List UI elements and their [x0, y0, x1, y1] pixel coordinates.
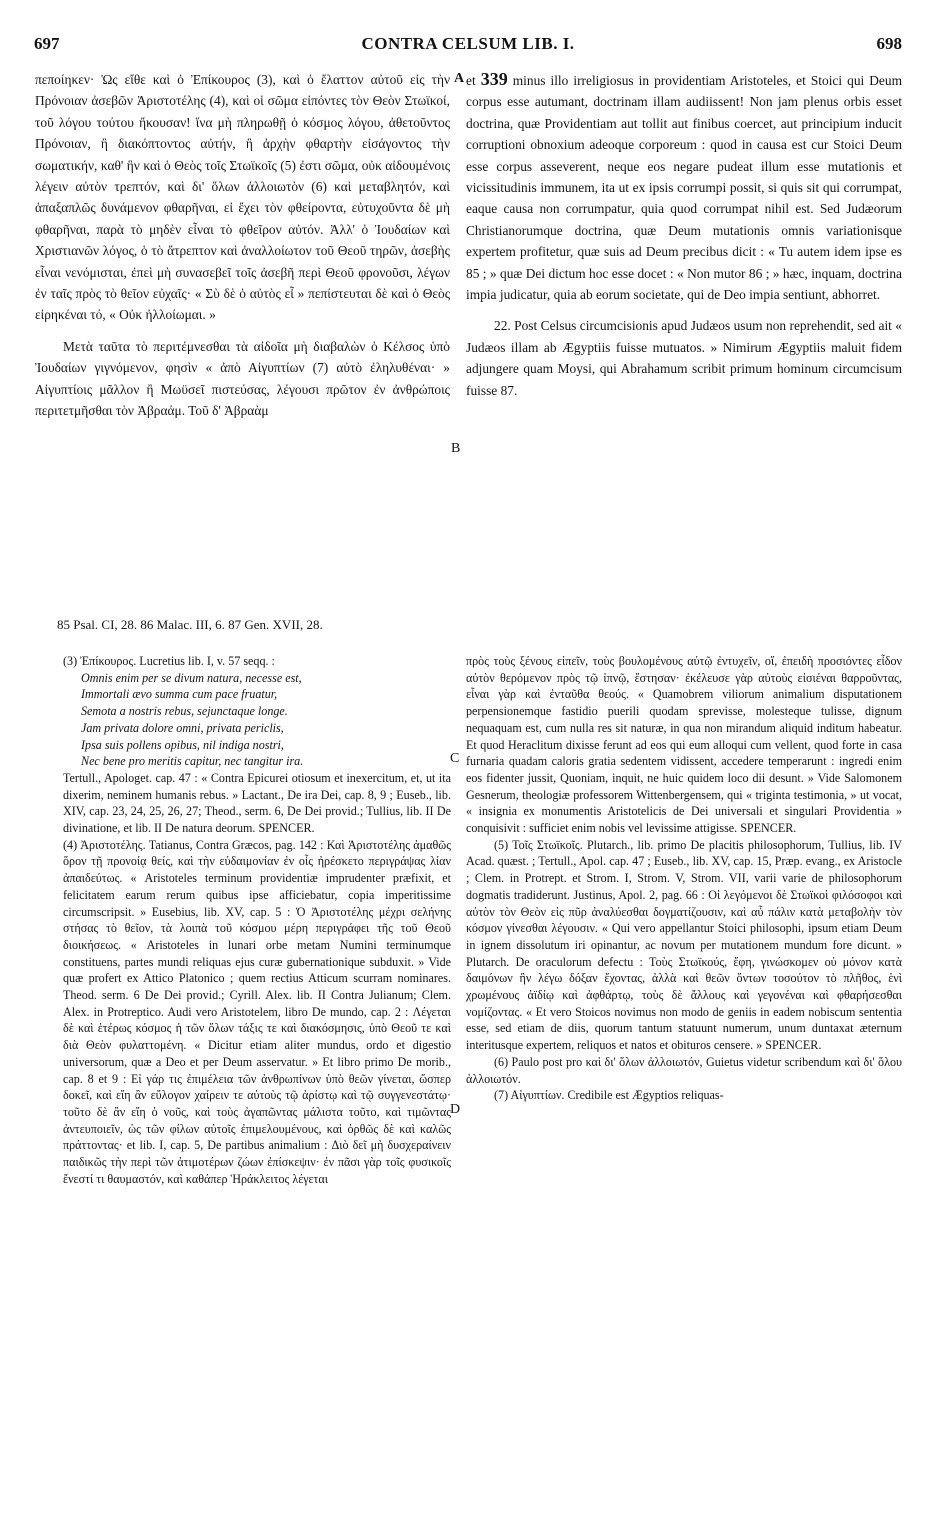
margin-letter-d: D [450, 1102, 461, 1117]
notes-column-right [466, 653, 902, 1104]
greek-text-column [35, 69, 450, 422]
latin-paragraph-text: minus illo irreligiosus in providentiam Aristoteles, et Stoici qui Deum corpus esse autumant, doctrinam illam audiissent! Non jam plenus orbis esset doctrina, quæ Providentiam aut tollit aut finibus coercet, aut principium inducit corruptioni obnoxium adeoque corporeum : quod in causa est cur Stoici Deum esse corpus asseverent, neque eos negare pudeat illum esse mutationis et vicissitudinis immunem, ita ut ex ipsis corrumpi possit, si quis sit qui corrumpat, eaque causa non corrumpatur, quia quod corrumpat nihil est. Sed Judæorum Christianorumque doctrina, quæ Deum mutationis omnis variationisque expertem profitetur, quæ suis ad Deum precibus dicit : « Tu autem idem ipse es 85 ; » quæ Dei dictum hoc esse docet : « Non mutor 86 ; » hæc, inquam, doctrina impia judicatur, quia ab eorum societate, qui de Deo impia sentiunt, abhorret. [466, 73, 902, 303]
greek-paragraph: πεποίηκεν· Ὡς εἴθε καὶ ὁ Ἐπίκουρος (3), καὶ ὁ ἔλαττον αὐτοῦ εἰς τὴν Πρόνοιαν ἀσεβῶν Ἀριστοτέλης (4), καὶ οἱ σῶμα εἰπόντες τὸν Θεὸν Στωϊκοί, τοῦ λόγου τούτου ἤκουσαν! ἵνα μὴ πληρωθῇ ὁ κόσμος λόγου, ἀθετοῦντος Πρόνοιαν, ἢ διακόπτοντος αὐτήν, ἢ ἀρχὴν φθαρτὴν εἰσάγοντος τὴν σωματικήν, καθ' ἣν καὶ ὁ Θεὸς τοῖς Στωϊκοῖς (5) ἐστι σῶμα, οὐκ αἰδουμένοις λέγειν αὐτὸν τρεπτόν, καὶ δι' ὅλων ἀλλοιωτὸν (6) καὶ μεταβλητόν, καὶ ἁπαξαπλῶς δυνάμενον φθαρῆναι, εἰ ἔχει τὸν φθείροντα, εὐτυχοῦντα δὲ μὴ φθαρῆναι, παρὰ τὸ μηδὲν εἶναι τὸ φθεῖρον αὐτόν. Ἀλλ' ὁ Ἰουδαίων καὶ Χριστιανῶν λόγος, ὁ τὸ ἄτρεπτον καὶ ἀναλλοίωτον τοῦ Θεοῦ τηρῶν, ἀσεβὴς εἶναι νενόμισται, ἐπεὶ μὴ συνασεβεῖ τοῖς ἀσεβῆ περὶ Θεοῦ φρονοῦσι, λέγων ἐν ταῖς πρὸς τὸ θεῖον εὐχαῖς· « Σὺ δὲ ὁ αὐτὸς εἶ » πεπίστευται δὲ καὶ ὁ Θεὸς εἰρηκέναι τό, « Οὐκ ἠλλοίωμαι. » [35, 72, 450, 323]
note-3-text: Tertull., Apologet. cap. 47 : « Contra Epicurei otiosum et inexercitum, et, ut ita dixerim, neminem humanis rebus. » Lactant., De ira Dei, cap. 8, 9 ; Euseb., lib. XIV, cap. 23, 24, 25, 26, 27; Theod., serm. 6, De Dei provid.; Tullius, lib. II De divinatione, et lib. II De natura deorum. SPENCER. [63, 770, 451, 836]
latin-lead-word: et [466, 73, 476, 88]
verse-line: Jam privata dolore omni, privata periclis, [81, 720, 284, 735]
note-4: (4) Ἀριστοτέλης. Tatianus, Contra Græcos, pag. 142 : Καὶ Ἀριστοτέλης ἀμαθῶς ὅρον τῇ προνοίᾳ θείς, καὶ τὴν εὐδαιμονίαν ἐν οἷς ἠρέσκετο περιγράψας λίαν ἀπαιδεύτως. « Aristoteles terminum providentiæ imprudenter præfixit, et felicitatem earum rerum quibus ipse afficiebatur, copia imperitissime circumscripsit. » Eusebius, lib. XV, cap. 5 : Ὁ Ἀριστοτέλης μέχρι σελήνης στήσας τὸ θεῖον, τὰ λοιπὰ τοῦ κόσμου μέρη περιγράφει τῆς τοῦ Θεοῦ διοικήσεως. « Aristoteles in lunari orbe metam Numini terminumque constituens, partes mundi reliquas ejus curæ gubernationique subduxit. » Vide quæ profert ex Attico Platonico ; quem rectius Atticum scurram nominares. Theod. serm. 6 De Dei provid.; Cyrill. Alex. lib. II Contra Julianum; Clem. Alex. in Protreptico. Audi vero Aristotelem, libro De mundo, cap. 2 : Λέγεται δὲ καὶ ἑτέρως κόσμος ἡ τῶν ὅλων τάξις τε καὶ διακόσμησις, ὑπὸ Θεοῦ τε καὶ διὰ Θεὸν φυλαττομένη. « Dicitur etiam aliter mundus, ordo et digestio universorum, quæ a Deo et per Deum asservatur. » Et libro primo De morib., cap. 8 et 9 : Εἰ γάρ τις ἐπιμέλεια τῶν ἀνθρωπίνων ὑπὸ θεῶν γίνεται, ὥσπερ δοκεῖ, καὶ εἴη ἂν εὔλογον χαίρειν τε αὐτοὺς τῷ ἀρίστῳ καὶ τῷ συγγενεστάτῳ· τοῦτο δὲ ἂν εἴη ὁ νοῦς, καὶ τοὺς ἀγαπῶντας μάλιστα τοῦτο, καὶ τιμῶντας ἀντευποιεῖν, ὡς τῶν φίλων αὐτοῖς ἐπιμελουμένους, καὶ ὀρθῶς δὲ καὶ καλῶς πράττοντας· et lib. I, cap. 5, De partibus animalium : Διὸ δεῖ μὴ δυσχεραίνειν παιδικῶς τὴν περὶ τῶν ἀτιμοτέρων ζώων ἐπίσκεψιν· ἐν πᾶσι γὰρ τοῖς φυσικοῖς ἔνεστί τι θαυμαστόν, καὶ καθάπερ Ἡράκλειτος λέγεται [63, 837, 451, 1186]
note-6: (6) Paulo post pro καὶ δι' ὅλων ἀλλοιωτόν, Guietus videtur scribendum καὶ δι' ὅλου ἀλλοιωτόν. [466, 1054, 902, 1086]
margin-letter-a: A [454, 71, 465, 86]
section-number: 339 [480, 69, 508, 89]
page-number-right: 698 [876, 34, 902, 53]
latin-paragraph [466, 69, 902, 305]
latin-text-column [466, 69, 902, 401]
verse-line: Nec bene pro meritis capitur, nec tangitur ira. [81, 754, 304, 769]
verse-line: Semota a nostris rebus, sejunctaque longe. [81, 704, 288, 719]
scripture-references: 85 Psal. CI, 28. 86 Malac. III, 6. 87 Gen. XVII, 28. [57, 617, 323, 632]
greek-paragraph: Μετὰ ταῦτα τὸ περιτέμνεσθαι τὰ αἰδοῖα μὴ διαβαλὼν ὁ Κέλσος ὑπὸ Ἰουδαίων γιγνόμενον, φησὶν « ἀπὸ Αἰγυπτίων (7) αὐτὸ ἐληλυθέναι· » Αἰγυπτίοις μᾶλλον ἢ Μωϋσεῖ πιστεύσας, λέγουσι πρῶτον ἐν ἀνθρώποις περιτετμῆσθαι τὸν Ἀβραάμ. Τοῦ δ' Ἀβραὰμ [35, 338, 450, 419]
running-title: CONTRA CELSUM LIB. I. [361, 34, 575, 53]
running-head [34, 34, 902, 58]
latin-paragraph: 22. Post Celsus circumcisionis apud Judæos usum non reprehendit, sed ait « Judæos illam ab Ægyptiis fuisse mutuatos. » Nimirum Ægyptiis maluit fidem adjungere quam Moysi, qui Abrahamum scribit primum hominum circumcisum fuisse 87. [466, 318, 902, 398]
note-3-head: (3) Ἐπίκουρος. Lucretius lib. I, v. 57 seqq. : [63, 654, 275, 668]
note-5: (5) Τοῖς Στωϊκοῖς. Plutarch., lib. primo De placitis philosophorum, Tullius, lib. IV Acad. quæst. ; Tertull., Apol. cap. 47 ; Euseb., lib. XV, cap. 15, Præp. evang., ex Aristocle ; Clem. in Protrept. et Strom. I, Strom. V, Strom. VII, varii varie de philosophorum dogmatis tradiderunt. Justinus, Apol. 2, pag. 66 : Οἱ λεγόμενοι δὲ Στωϊκοὶ φιλόσοφοι καὶ αὐτὸν τὸν Θεὸν εἰς πῦρ ἀναλύεσθαι δογματίζουσιν, καὶ αὖ πάλιν κατὰ μεταβολὴν τὸν κόσμον γίνεσθαι λέγουσιν. « Qui vero appellantur Stoici philosophi, ipsum etiam Deum in ignem dissolutum iri opinantur, ac novum per mutationem mundum fore dicunt. » Plutarch. De oraculorum defectu : Τοὺς Στωϊκούς, ἔφη, γινώσκομεν οὐ μόνον κατὰ δαιμόνων ἣν λέγω δόξαν ἔχοντας, ἀλλὰ καὶ θεῶν ὄντων τοσούτον τὸ πλῆθος, ἑνὶ χρωμένους ἀϊδίῳ καὶ ἀφθάρτῳ, τοὺς δὲ ἄλλους καὶ γεγονέναι καὶ φθαρήσεσθαι νομίζοντας. « Et vero Stoicos novimus non modo de geniis in eadem nobiscum sententia esse, sed etiam de diis, quorum tantum statuunt numerum, unum duntaxat æternum interitusque expertem, reliquos et natos et obituros censere. » SPENCER. [466, 837, 902, 1053]
verse-line: Omnis enim per se divum natura, necesse est, [81, 670, 302, 685]
margin-letter-b: B [451, 441, 461, 456]
notes-column-left [63, 653, 451, 1188]
note-4-continued: πρὸς τοὺς ξένους εἰπεῖν, τοὺς βουλομένους αὐτῷ ἐντυχεῖν, οἵ, ἐπειδὴ προσιόντες εἶδον αὐτὸν θερόμενον πρὸς τῷ ἰπνῷ, ἔστησαν· ἐκέλευσε γὰρ αὐτοὺς εἰσιέναι θαρροῦντας, εἶναι γὰρ καὶ ἐνταῦθα θεούς. « Quamobrem viliorum animalium disputationem perpensionemque fastidio puerili quodam sprevisse, molesteque tulisse, dignum nequaquam est, cum nulla res sit naturæ, in qua non mirandum aliquid inditum habeatur. Et quod Heraclitum dixisse ferunt ad eos qui eum alloqui cum vellent, quod forte in casa furnaria quadam caloris gratia sedentem vidissent, accedere temperarunt : ingredi enim eos fidenter jussit, Quoniam, inquit, ne huic quidem loco dii desunt. » Vide Salomonem Gesnerum, theologiæ professorem Wittenbergensem, qui « triginta testimonia, » ut vocat, « insignia ex monumentis Aristotelicis de Dei universali et singulari Providentia » conquisivit : sufficiet enim nobis vel levissime attigisse. SPENCER. [466, 654, 902, 836]
verse-line: Ipsa suis pollens opibus, nil indiga nostri, [81, 737, 284, 752]
margin-letter-c: C [450, 751, 460, 766]
page-number-left: 697 [34, 34, 60, 53]
note-7: (7) Αἰγυπτίων. Credibile est Ægyptios reliquas- [494, 1088, 724, 1103]
verse-line: Immortali ævo summa cum pace fruatur, [81, 687, 278, 702]
